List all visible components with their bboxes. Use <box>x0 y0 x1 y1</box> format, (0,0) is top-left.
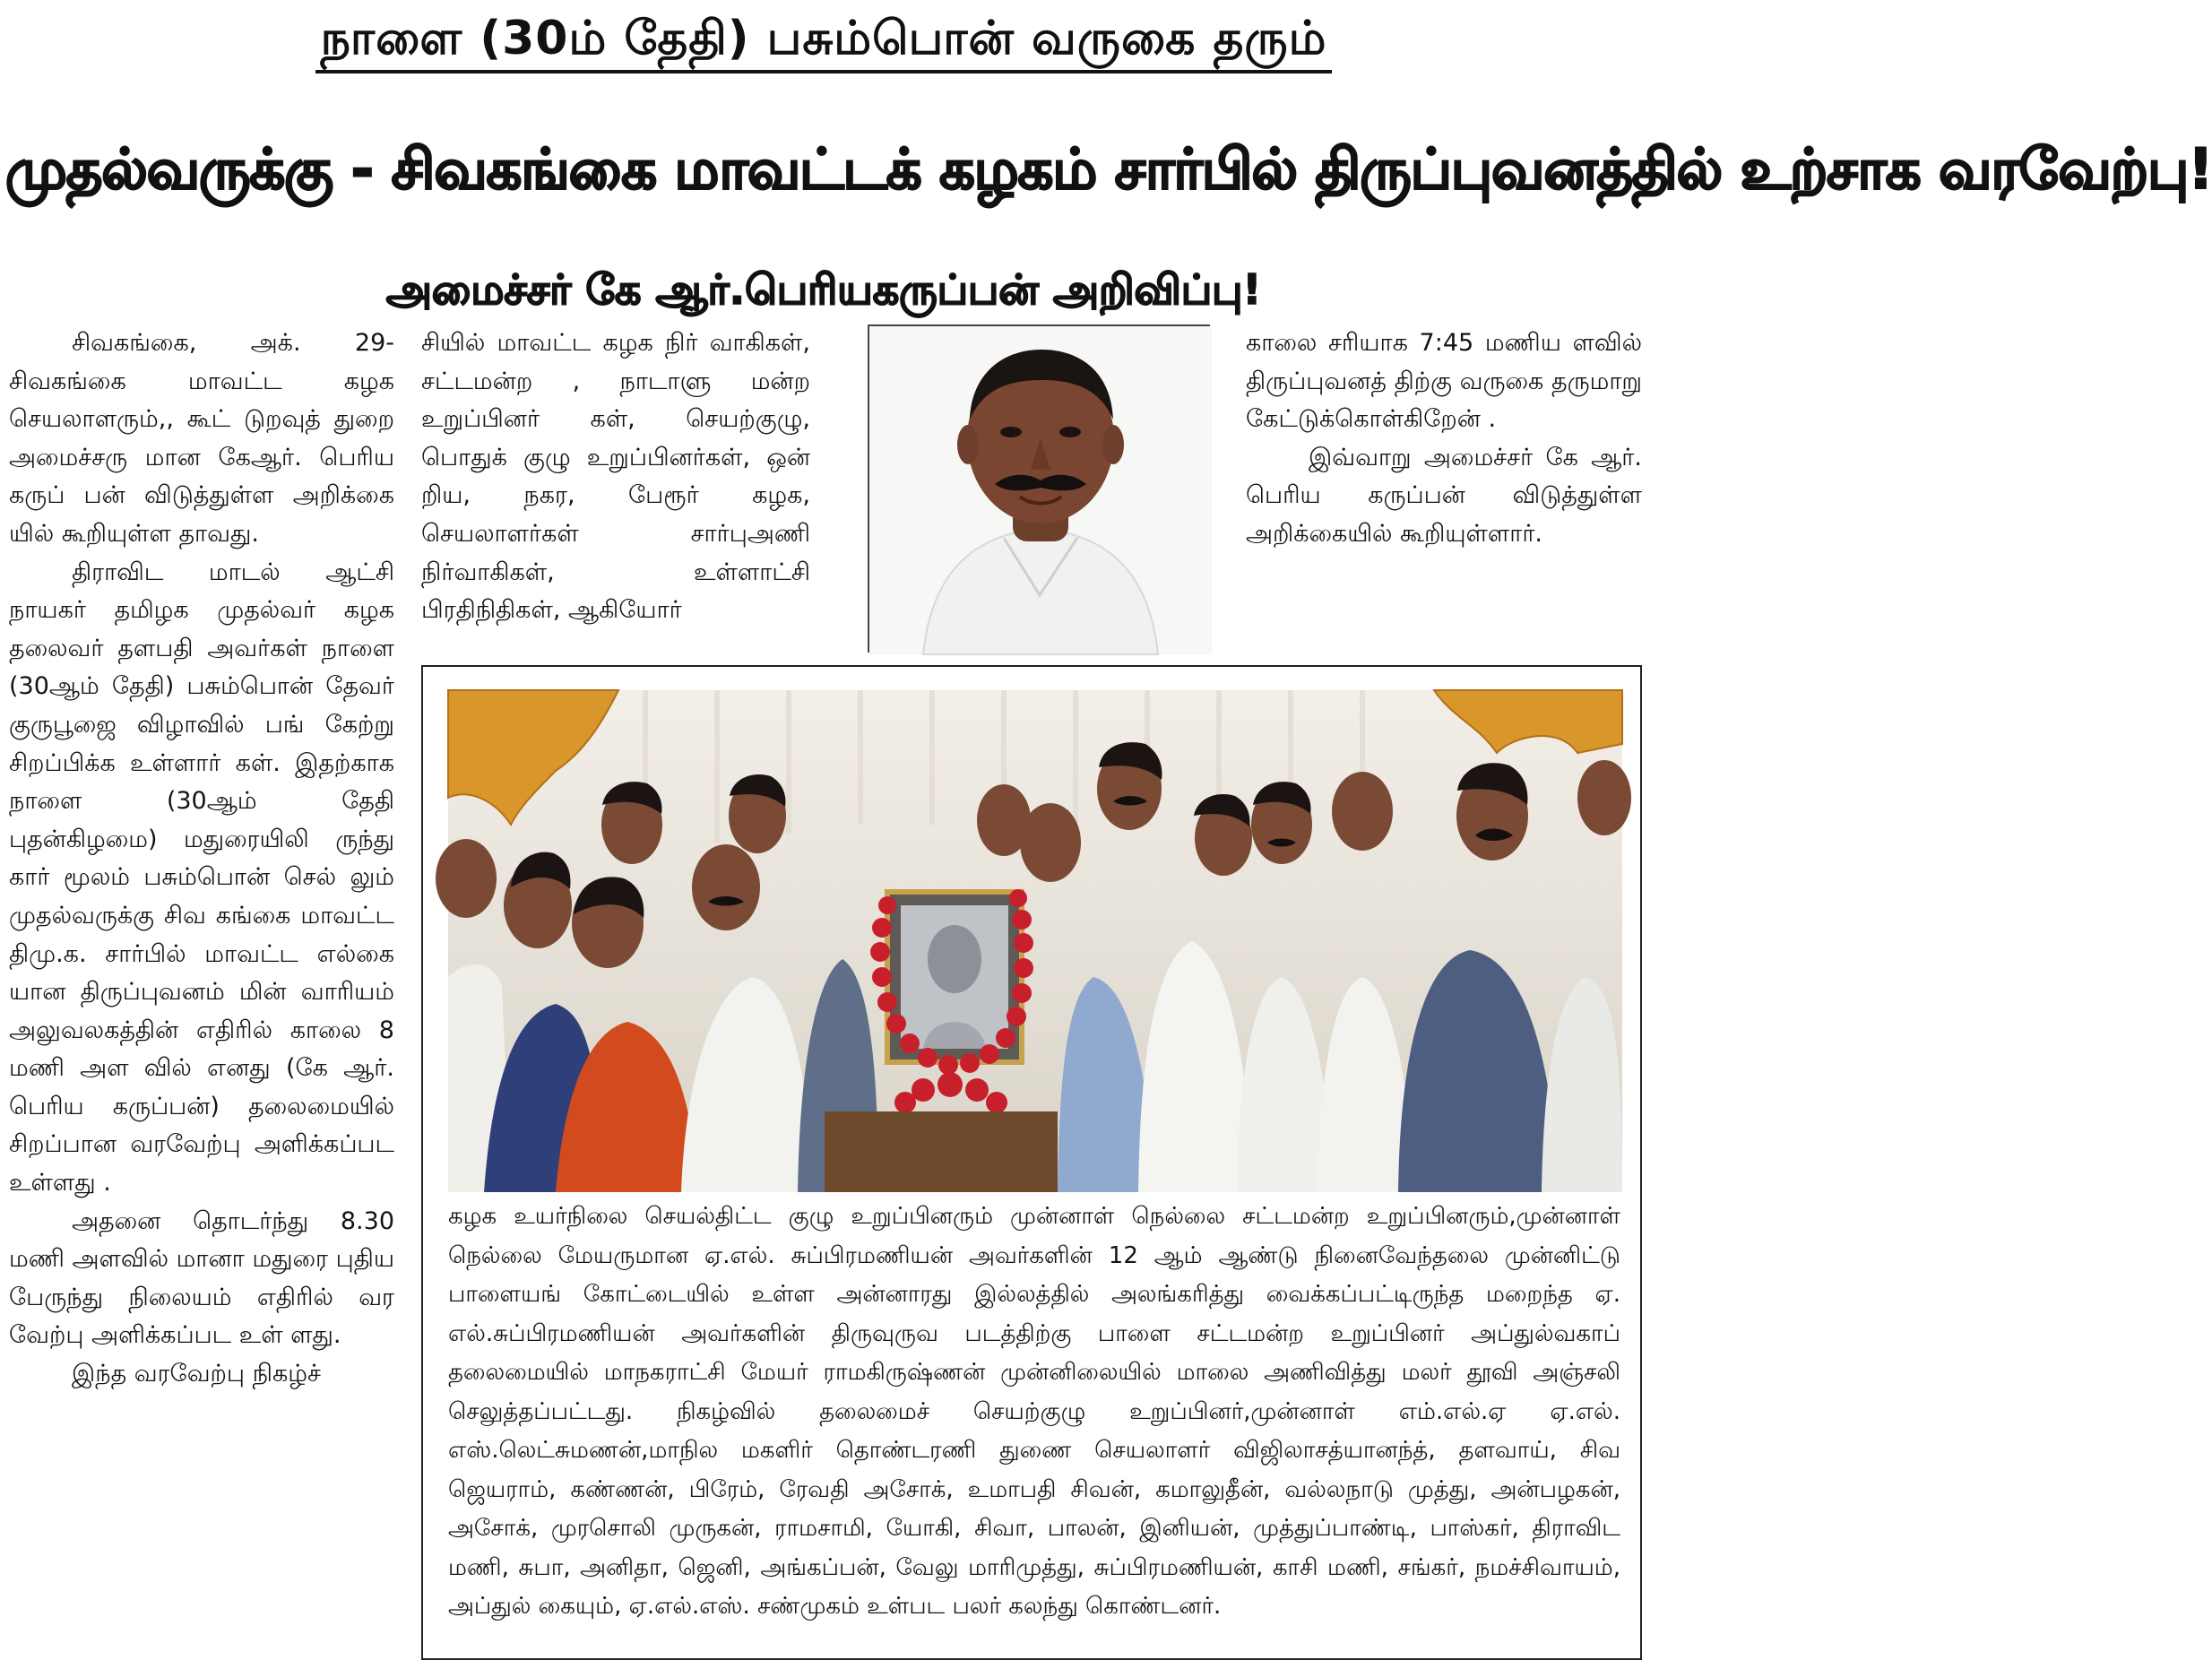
col1-paragraph-2: திராவிட மாடல் ஆட்சி நாயகர் தமிழக முதல்வர் கழக தலைவர் தளபதி அவர்கள் நாளை (30ஆம் தேதி) பசும்பொன் தேவர் குருபூஜை விழாவில் பங் கேற்று சிறப்பிக்க உள்ளார் கள். இதற்காக நாளை (30ஆம் தேதி புதன்கிழமை) மதுரையிலி ருந்து கார் மூலம் பசும்பொன் செல் லும் முதல்வருக்கு சிவ கங்கை மாவட்ட திமு.க. சார்பில் மாவட்ட எல்கை யான திருப்புவனம் மின் வாரியம் அலுவலகத்தின் எதிரில் காலை 8 மணி அள வில் எனது (கே ஆர். பெரிய கருப்பன்) தலைமையில் சிறப்பான வரவேற்பு அளிக்கப்பட உள்ளது . <box>9 558 394 1198</box>
portrait-illustration <box>869 326 1212 654</box>
minister-portrait <box>868 324 1210 653</box>
col1-paragraph-3: அதனை தொடர்ந்து 8.30 மணி அளவில் மானா மதுரை புதிய பேருந்து நிலையம் எதிரில் வர வேற்பு அளிக்கப்பட உள் ளது. <box>9 1206 394 1350</box>
col2-paragraph-1: சியில் மாவட்ட கழக நிர் வாகிகள், சட்டமன்ற , நாடாளு மன்ற உறுப்பினர் கள், செயற்குழு, பொதுக் குழு உறுப்பினர்கள், ஒன் றிய, நகர, பேரூர் கழக, செயலாளர்கள் சார்புஅணி நிர்வாகிகள், உள்ளாட்சி பிரதிநிதிகள், ஆகியோர் <box>421 329 810 625</box>
col3-paragraph-1: காலை சரியாக 7:45 மணிய ளவில் திருப்புவனத் திற்கு வருகை தருமாறு கேட்டுக்கொள்கிறேன் . <box>1246 329 1642 434</box>
col3-paragraph-2: இவ்வாறு அமைச்சர் கே ஆர். பெரிய கருப்பன் விடுத்துள்ள அறிக்கையில் கூறியுள்ளார். <box>1246 443 1642 548</box>
article-column-1 <box>9 324 394 1394</box>
col1-paragraph-4: இந்த வரவேற்பு நிகழ்ச் <box>72 1360 321 1388</box>
article-column-3 <box>1246 324 1642 554</box>
photo-caption: கழக உயர்நிலை செயல்திட்ட குழு உறுப்பினரும் முன்னாள் நெல்லை சட்டமன்ற உறுப்பினரும்,முன்னாள் நெல்லை மேயருமான ஏ.எல். சுப்பிரமணியன் அவர்களின் 12 ஆம் ஆண்டு நினைவேந்தலை முன்னிட்டு பாளையங் கோட்டையில் உள்ள அன்னாரது இல்லத்தில் அலங்கரித்து வைக்கப்பட்டிருந்த மறைந்த ஏ. எல்.சுப்பிரமணியன் அவர்களின் திருவுருவ படத்திற்கு பாளை சட்டமன்ற உறுப்பினர் அப்துல்வகாப் தலைமையில் மாநகராட்சி மேயர் ராமகிருஷ்ணன் முன்னிலையில் மாலை அணிவித்து மலர் தூவி அஞ்சலி செலுத்தப்பட்டது. நிகழ்வில் தலைமைச் செயற்குழு உறுப்பினர்,முன்னாள் எம்.எல்.ஏ ஏ.எல். எஸ்.லெட்சுமணன்,மாநில மகளிர் தொண்டரணி துணை செயலாளர் விஜிலாசத்யானந்த், தளவாய், சிவ ஜெயராம், கண்ணன், பிரேம், ரேவதி அசோக், உமாபதி சிவன், கமாலுதீன், வல்லநாடு முத்து, அன்பழகன், அசோக், முரசொலி முருகன், ராமசாமி, யோகி, சிவா, பாலன், இனியன், முத்துப்பாண்டி, பாஸ்கர், திராவிட மணி, சுபா, அனிதா, ஜெனி, அங்கப்பன், வேலு மாரிமுத்து, சுப்பிரமணியன், காசி மணி, சங்கர், நமச்சிவாயம், அப்துல் கையும், ஏ.எல்.எஸ். சண்முகம் உள்பட பலர் கலந்து கொண்டனர். <box>448 1203 1620 1620</box>
col1-paragraph-1: சிவகங்கை, அக். 29- சிவகங்கை மாவட்ட கழக செயலாளரும்,, கூட் டுறவுத் துறை அமைச்சரு மான கேஆர். பெரிய கருப் பன் விடுத்துள்ள அறிக்கை யில் கூறியுள்ள தாவது. <box>9 329 394 548</box>
sub-headline: அமைச்சர் கே ஆர்.பெரியகருப்பன் அறிவிப்பு! <box>385 265 1262 314</box>
kicker-text: நாளை (30ம் தேதி) பசும்பொன் வருகை தரும் <box>315 7 1333 74</box>
main-headline: முதல்வருக்கு - சிவகங்கை மாவட்டக் கழகம் சார்பில் திருப்புவனத்தில் உற்சாக வரவேற்பு! <box>5 136 2212 202</box>
group-photo-illustration <box>448 690 1622 1192</box>
feature-box <box>421 665 1642 1660</box>
group-photo <box>448 690 1622 1192</box>
article-column-2 <box>421 324 810 630</box>
kicker-headline <box>0 7 1647 75</box>
